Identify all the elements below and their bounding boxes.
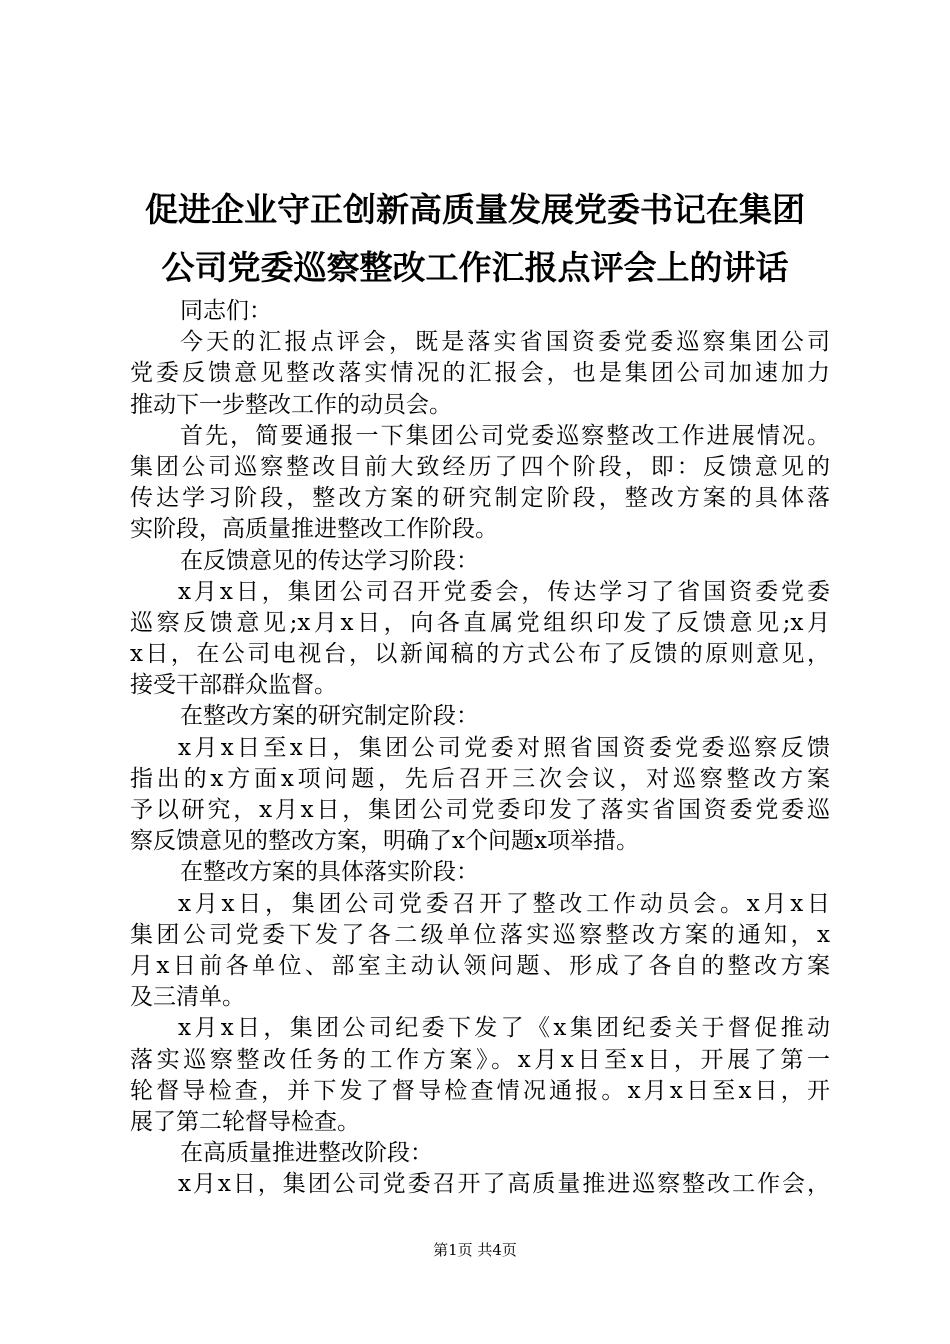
text-line: 在整改方案的研究制定阶段： [180, 703, 479, 730]
text-line: 予以研究，x月x日，集团公司党委印发了落实省国资委党委巡 [130, 797, 830, 823]
document-title-line-1: 促进企业守正创新高质量发展党委书记在集团 [145, 190, 805, 229]
text-line: 推动下一步整改工作的动员会。 [130, 391, 452, 418]
text-line: 及三清单。 [130, 984, 245, 1011]
text-line: 轮督导检查，并下发了督导检查情况通报。x月x日至x日，开 [130, 1077, 830, 1104]
text-line: 接受干部群众监督。 [130, 672, 337, 699]
text-line: x月x日至x日，集团公司党委对照省国资委党委巡察反馈 [178, 734, 830, 761]
text-line: 指出的x方面x项问题，先后召开三次会议，对巡察整改方案 [130, 765, 830, 792]
text-line: 同志们： [180, 298, 272, 324]
document-title-line-2: 公司党委巡察整改工作汇报点评会上的讲话 [161, 248, 789, 287]
text-line: x月x日，集团公司纪委下发了《x集团纪委关于督促推动 [178, 1015, 830, 1042]
text-line: 展了第二轮督导检查。 [130, 1108, 360, 1135]
text-line: x月x日，集团公司党委召开了高质量推进巡察整改工作会， [178, 1171, 830, 1198]
text-line: 在高质量推进整改阶段： [180, 1140, 433, 1167]
text-line: 传达学习阶段，整改方案的研究制定阶段，整改方案的具体落 [130, 485, 830, 512]
text-line: x月x日，集团公司召开党委会，传达学习了省国资委党委 [178, 578, 830, 605]
text-line: x日，在公司电视台，以新闻稿的方式公布了反馈的原则意见， [130, 641, 830, 668]
text-line: 集团公司巡察整改目前大致经历了四个阶段，即：反馈意见的 [130, 453, 830, 480]
text-line: 月x日前各单位、部室主动认领问题、形成了各自的整改方案 [130, 952, 830, 979]
text-line: 在整改方案的具体落实阶段： [180, 859, 479, 886]
text-line: 今天的汇报点评会，既是落实省国资委党委巡察集团公司 [180, 329, 830, 356]
text-line: 党委反馈意见整改落实情况的汇报会，也是集团公司加速加力 [130, 360, 830, 387]
text-line: x月x日，集团公司党委召开了整改工作动员会。x月x日 [178, 890, 830, 917]
page-footer: 第1页 共4页 [433, 1241, 517, 1259]
text-line: 在反馈意见的传达学习阶段： [180, 547, 479, 574]
text-line: 集团公司党委下发了各二级单位落实巡察整改方案的通知，x [130, 921, 830, 948]
text-line: 落实巡察整改任务的工作方案》。x月x日至x日，开展了第一 [130, 1046, 830, 1073]
document-body [130, 296, 830, 1200]
text-line: 首先，简要通报一下集团公司党委巡察整改工作进展情况。 [180, 422, 830, 449]
text-line: 巡察反馈意见;x月x日，向各直属党组织印发了反馈意见;x月 [130, 609, 830, 636]
text-line: 实阶段，高质量推进整改工作阶段。 [130, 516, 498, 543]
text-line: 察反馈意见的整改方案，明确了x个问题x项举措。 [130, 828, 639, 855]
